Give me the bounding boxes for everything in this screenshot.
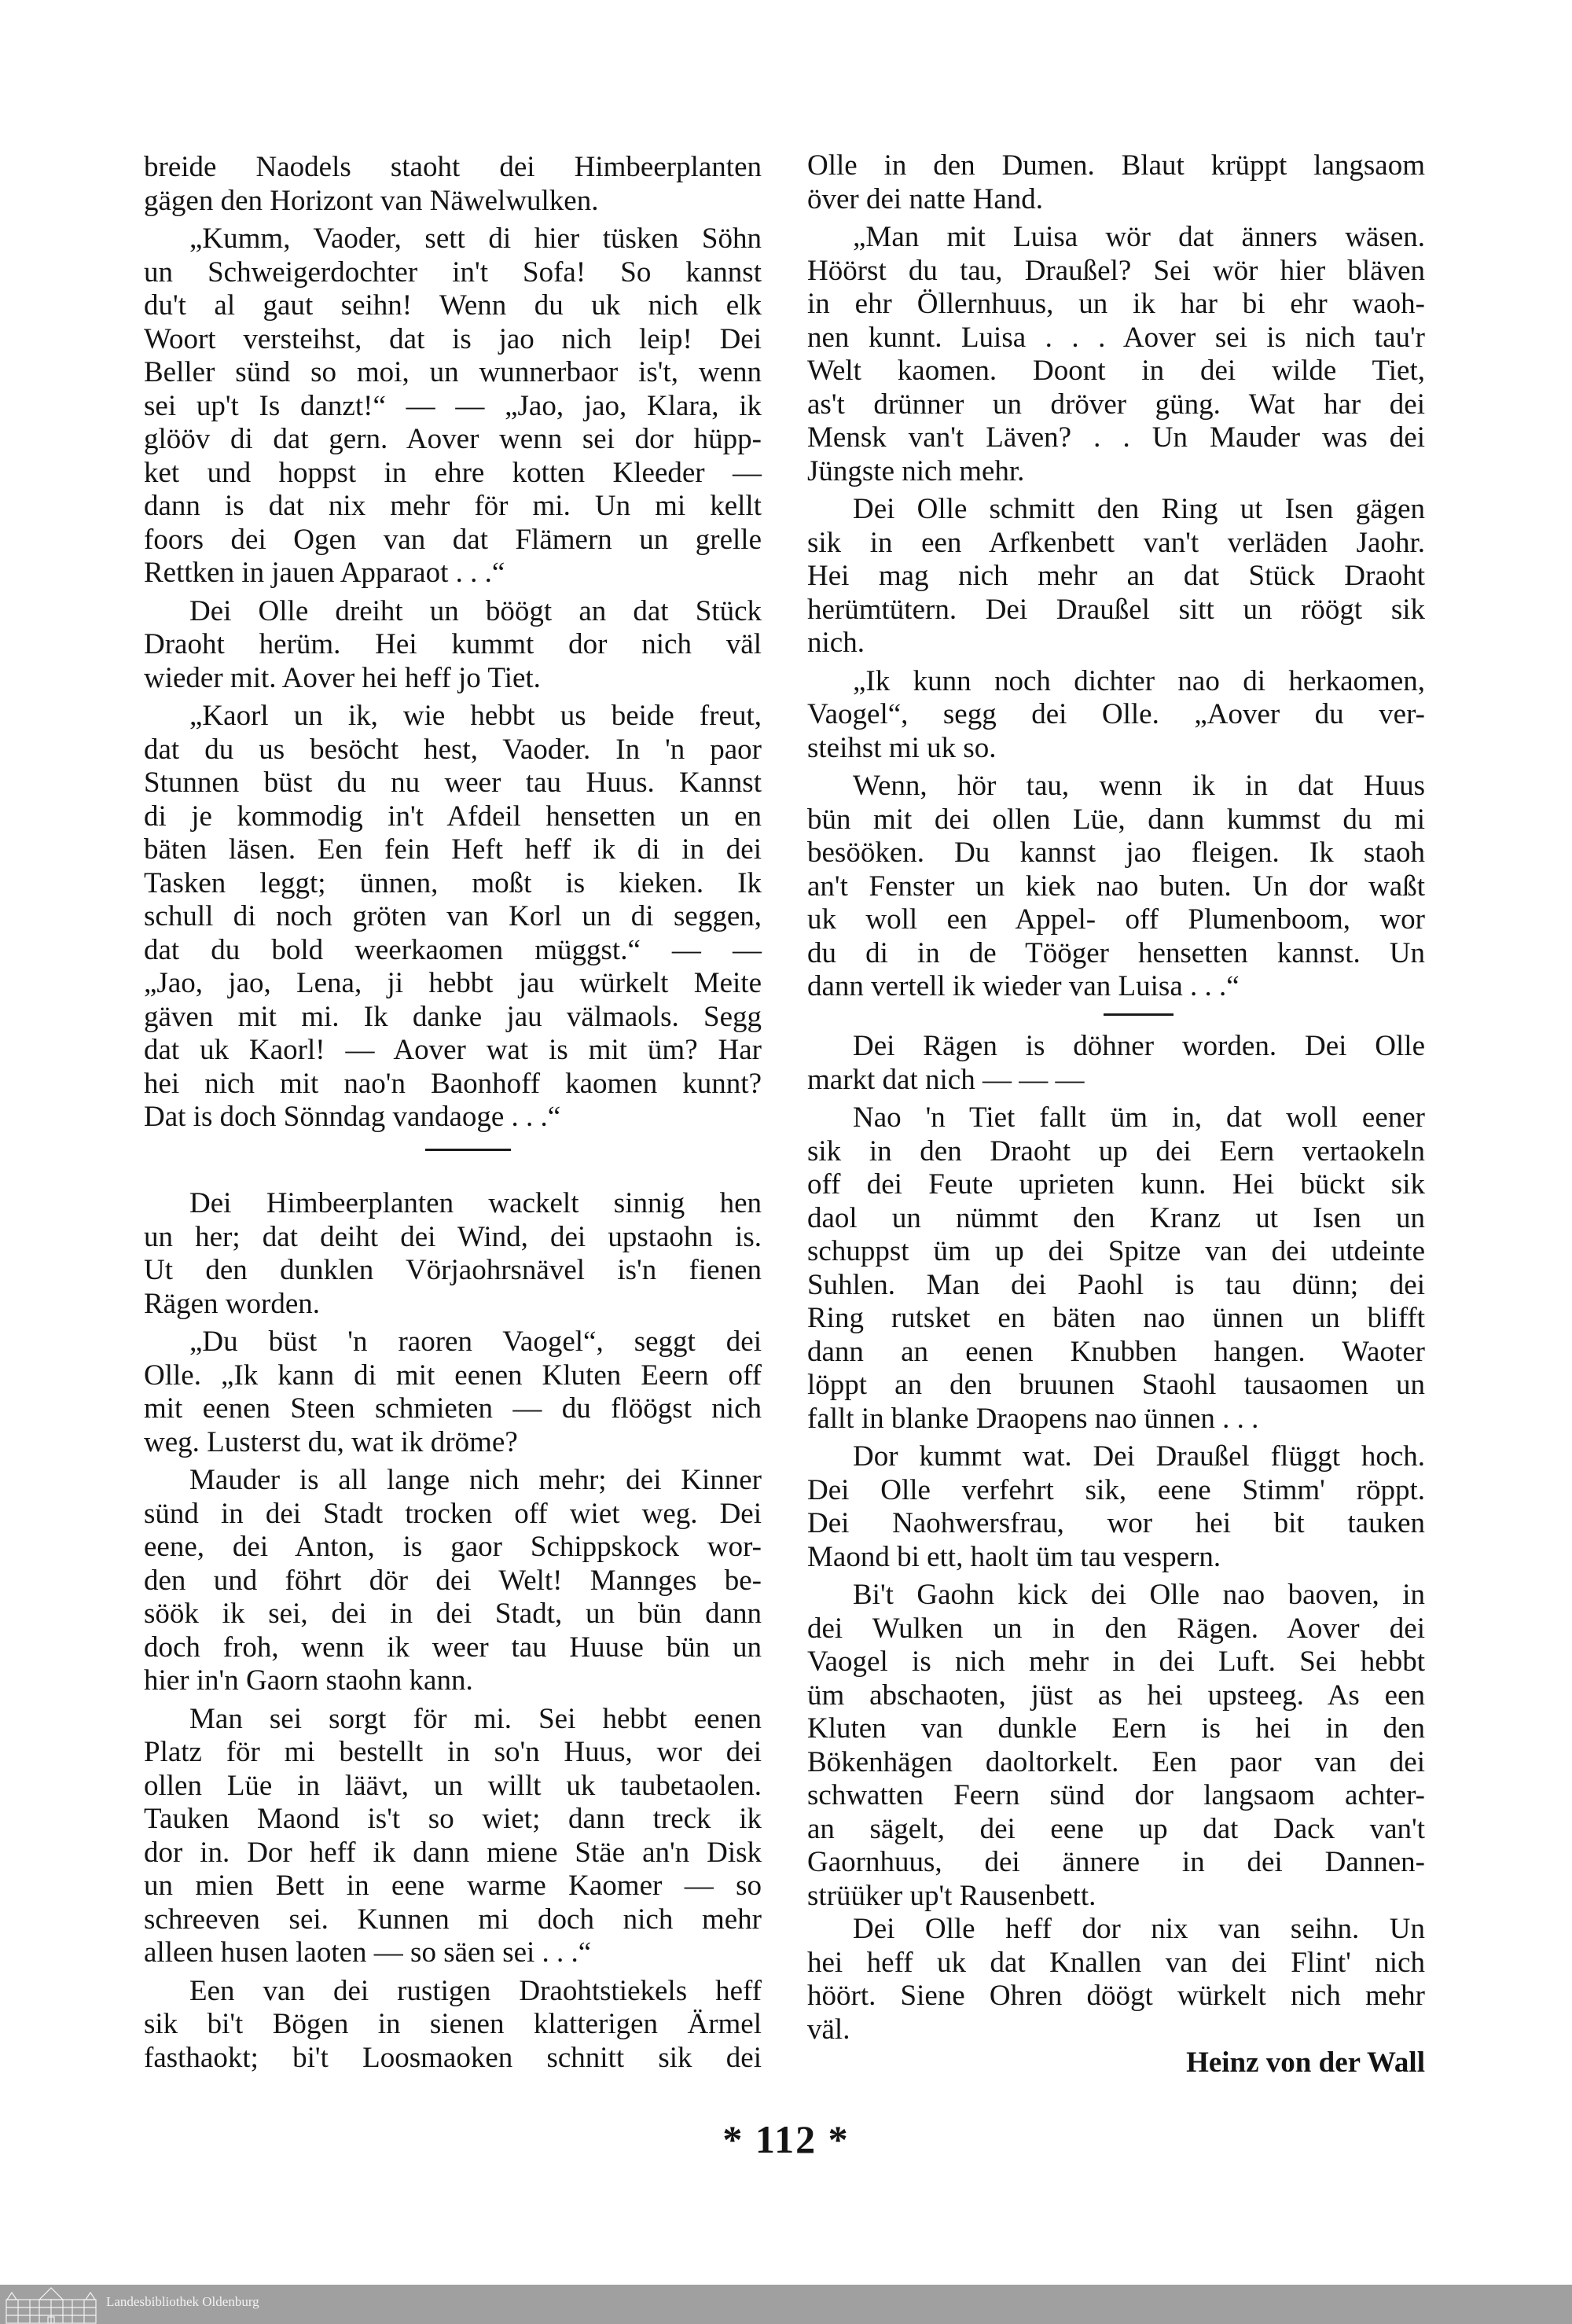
text-line: alleen husen laoten — so säen sei . . .“ <box>144 1936 592 1969</box>
section-divider-rule <box>425 1149 511 1151</box>
text-line: in ehr Öllernhuus, un ik har bi ehr waoh- <box>807 288 1425 320</box>
left-column-section-1 <box>144 151 762 1134</box>
text-line: mit eenen Steen schmieten — du flöögst nich <box>144 1392 762 1425</box>
text-line: markt dat nich — — — <box>807 1063 1085 1096</box>
text-line: sünd in dei Stadt trocken off wiet weg. Dei <box>144 1497 762 1530</box>
text-line: sik in den Draoht up dei Eern vertaokeln <box>807 1134 1425 1168</box>
right-column-section-2 <box>807 1030 1425 2080</box>
text-line: „Du büst 'n raoren Vaogel“, seggt dei <box>189 1326 762 1358</box>
text-line: „Kumm, Vaoder, sett di hier tüsken Söhn <box>189 222 762 255</box>
text-line: daol un nümmt den Kranz ut Isen un <box>807 1201 1425 1234</box>
text-line: schuppst üm up dei Spitze van dei utdeinte <box>807 1235 1425 1267</box>
text-line: herümtütern. Dei Draußel sitt un röögt sik <box>807 593 1425 626</box>
paragraph <box>144 1703 762 1970</box>
text-line: Jüngste nich mehr. <box>807 454 1025 487</box>
paragraph <box>807 1101 1425 1436</box>
text-line: schwatten Feern sünd dor langsaom achter- <box>807 1779 1425 1811</box>
text-line: „Ik kunn noch dichter nao di herkaomen, <box>853 664 1425 697</box>
library-building-logo-icon <box>4 2285 98 2324</box>
section-divider-rule <box>1104 1013 1173 1016</box>
text-line: Tauken Maond is't so wiet; dann treck ik <box>144 1803 762 1835</box>
text-line: fasthaokt; bi't Loosmaoken schnitt sik dei <box>144 2041 762 2074</box>
paragraph <box>807 1030 1425 1097</box>
text-line: Dei Olle dreiht un böögt an dat Stück <box>189 594 762 627</box>
text-line: ket und hoppst in ehre kotten Kleeder — <box>144 456 762 489</box>
text-line: Kluten van dunkle Eern is hei in den <box>807 1712 1425 1745</box>
text-line: Dei Olle verfehrt sik, eene Stimm' röppt. <box>807 1473 1425 1506</box>
paragraph <box>807 1440 1425 1574</box>
text-line: dann is dat nix mehr för mi. Un mi kellt <box>144 490 762 522</box>
text-line: sik in een Arfkenbett van't verläden Jaohr. <box>807 526 1425 559</box>
text-line: un Schweigerdochter in't Sofa! So kannst <box>144 256 762 289</box>
text-line: Dei Rägen is döhner worden. Dei Olle <box>853 1030 1425 1062</box>
text-line: dor in. Dor heff ik dann miene Stäe an'n Disk <box>144 1836 762 1869</box>
text-line: Ring rutsket en bäten nao ünnen un blifft <box>807 1302 1425 1334</box>
text-line: Dat is doch Sönndag vandaoge . . .“ <box>144 1101 561 1133</box>
text-line: glööv di dat gern. Aover wenn sei dor hüpp- <box>144 423 762 455</box>
text-line: an sägelt, dei eene up dat Dack van't <box>807 1812 1425 1845</box>
text-line: un her; dat deiht dei Wind, dei upstaohn is. <box>144 1220 762 1253</box>
text-line: Mauder is all lange nich mehr; dei Kinner <box>189 1464 762 1496</box>
text-line: foors dei Ogen van dat Flämern un grelle <box>144 523 762 556</box>
text-line: bün mit dei ollen Lüe, dann kummst du mi <box>807 803 1425 836</box>
text-line: söök ik sei, dei in dei Stadt, un bün dann <box>144 1598 762 1630</box>
text-line: dann an eenen Knubben hangen. Waoter <box>807 1335 1425 1368</box>
author-signature: Heinz von der Wall <box>1186 2046 1425 2079</box>
paragraph <box>144 222 762 590</box>
text-line: dat uk Kaorl! — Aover wat is mit üm? Har <box>144 1034 762 1066</box>
library-footer-bar <box>0 2285 1572 2324</box>
text-line: ollen Lüe in läävt, un willt uk taubetaolen. <box>144 1769 762 1802</box>
text-line: Vaogel is nich mehr in dei Luft. Sei hebbt <box>807 1646 1425 1678</box>
text-line: sei up't Is danzt!“ — — „Jao, jao, Klara, ik <box>144 389 762 422</box>
text-line: schreeven sei. Kunnen mi doch nich mehr <box>144 1903 762 1936</box>
paragraph <box>807 770 1425 1004</box>
text-line: fallt in blanke Draopens nao ünnen . . . <box>807 1402 1259 1435</box>
text-line: gägen den Horizont van Näwelwulken. <box>144 184 599 217</box>
text-line: Gaornhuus, dei ännere in dei Dannen- <box>807 1846 1425 1878</box>
text-line: wieder mit. Aover hei heff jo Tiet. <box>144 661 541 694</box>
paragraph <box>807 1579 1425 1913</box>
paragraph <box>807 221 1425 488</box>
paragraph <box>807 1913 1425 2046</box>
text-line: Suhlen. Man dei Paohl is tau dünn; dei <box>807 1268 1425 1301</box>
paragraph <box>144 1326 762 1459</box>
text-line: „Kaorl un ik, wie hebbt us beide freut, <box>189 700 762 732</box>
text-line: Platz för mi bestellt in so'n Huus, wor dei <box>144 1736 762 1768</box>
paragraph <box>807 149 1425 216</box>
text-line: besööken. Du kannst jao fleigen. Ik staoh <box>807 837 1425 869</box>
text-line: an't Fenster un kiek nao buten. Un dor waßt <box>807 870 1425 903</box>
text-line: hier in'n Gaorn staohn kann. <box>144 1664 473 1697</box>
text-line: Ut den dunklen Vörjaohrsnävel is'n fienen <box>144 1254 762 1286</box>
text-line: Wenn, hör tau, wenn ik in dat Huus <box>853 770 1425 802</box>
text-line: Bi't Gaohn kick dei Olle nao baoven, in <box>853 1579 1425 1611</box>
text-line: Höörst du tau, Draußel? Sei wör hier bläven <box>807 254 1425 287</box>
text-line: steihst mi uk so. <box>807 731 997 764</box>
library-name: Landesbibliothek Oldenburg <box>106 2294 259 2309</box>
text-line: gäven mit mi. Ik danke jau välmaols. Segg <box>144 1000 762 1033</box>
text-line: eene, dei Anton, is gaor Schippskock wor- <box>144 1531 762 1563</box>
text-line: höört. Siene Ohren döögt würkelt nich mehr <box>807 1980 1425 2012</box>
text-line: Rettken in jauen Apparaot . . .“ <box>144 557 505 589</box>
text-line: hei nich mit nao'n Baonhoff kaomen kunnt? <box>144 1067 762 1100</box>
text-line: löppt an den bruunen Staohl tausaomen un <box>807 1369 1425 1401</box>
paragraph <box>144 1464 762 1698</box>
text-line: weg. Lusterst du, wat ik dröme? <box>144 1425 518 1458</box>
text-line: Rägen worden. <box>144 1287 320 1320</box>
text-line: Dei Olle heff dor nix van seihn. Un <box>853 1913 1425 1945</box>
text-line: doch froh, wenn ik weer tau Huuse bün un <box>144 1631 762 1664</box>
text-line: du't al gaut seihn! Wenn du uk nich elk <box>144 289 762 322</box>
text-line: nich. <box>807 627 865 659</box>
text-line: Dei Himbeerplanten wackelt sinnig hen <box>189 1187 762 1219</box>
text-line: dann vertell ik wieder van Luisa . . .“ <box>807 970 1240 1002</box>
text-line: bäten läsen. Een fein Heft heff ik di in dei <box>144 833 762 866</box>
text-line: di je kommodig in't Afdeil hensetten un en <box>144 800 762 833</box>
text-line: Dei Olle schmitt den Ring ut Isen gägen <box>853 493 1425 525</box>
text-line: Woort versteihst, dat is jao nich leip! Dei <box>144 322 762 355</box>
text-line: nen kunnt. Luisa . . . Aover sei is nich tau'r <box>807 321 1425 354</box>
text-line: väl. <box>807 2013 850 2046</box>
text-line: den und föhrt dör dei Welt! Mannges be- <box>144 1564 762 1597</box>
text-line: Nao 'n Tiet fallt üm in, dat woll eener <box>853 1101 1425 1134</box>
paragraph <box>807 493 1425 660</box>
text-line: un mien Bett in eene warme Kaomer — so <box>144 1870 762 1902</box>
right-column-section-1 <box>807 149 1425 1004</box>
paragraph <box>144 1187 762 1321</box>
text-line: Olle in den Dumen. Blaut krüppt langsaom <box>807 149 1425 182</box>
text-line: breide Naodels staoht dei Himbeerplanten <box>144 151 762 183</box>
paragraph <box>807 665 1425 766</box>
text-line: över dei natte Hand. <box>807 182 1043 215</box>
text-line: üm abschaoten, jüst as hei upsteeg. As een <box>807 1679 1425 1712</box>
text-line: hei heff uk dat Knallen van dei Flint' nich <box>807 1946 1425 1979</box>
paragraph <box>144 1975 762 2076</box>
text-line: Welt kaomen. Doont in dei wilde Tiet, <box>807 355 1425 387</box>
left-column-section-2 <box>144 1187 762 2075</box>
text-line: „Jao, jao, Lena, ji hebbt jau würkelt Meite <box>144 967 762 999</box>
text-line: uk woll een Appel- off Plumenboom, wor <box>807 903 1425 936</box>
text-line: Mensk van't Läven? . . Un Mauder was dei <box>807 421 1425 454</box>
text-line: dat du bold weerkaomen müggst.“ — — <box>144 933 762 966</box>
page-number: * 112 * <box>722 2117 850 2161</box>
text-line: „Man mit Luisa wör dat änners wäsen. <box>853 221 1425 253</box>
text-line: Draoht herüm. Hei kummt dor nich väl <box>144 628 762 660</box>
text-line: Een van dei rustigen Draohtstiekels heff <box>189 1974 762 2007</box>
text-line: du di in de Tööger hensetten kannst. Un <box>807 936 1425 969</box>
text-line: as't drünner un dröver güng. Wat har dei <box>807 388 1425 421</box>
text-line: Olle. „Ik kann di mit eenen Kluten Eeern off <box>144 1359 762 1392</box>
text-line: dei Wulken un in den Rägen. Aover dei <box>807 1612 1425 1645</box>
text-line: Bökenhägen daoltorkelt. Een paor van dei <box>807 1745 1425 1778</box>
text-line: Beller sünd so moi, un wunnerbaor is't, wenn <box>144 356 762 388</box>
text-line: Stunnen büst du nu weer tau Huus. Kannst <box>144 767 762 799</box>
text-line: schull di noch gröten van Korl un di seggen, <box>144 900 762 932</box>
text-line: Dei Naohwersfrau, wor hei bit tauken <box>807 1507 1425 1539</box>
text-line: strüüker up't Rausenbett. <box>807 1879 1096 1912</box>
text-line: Dor kummt wat. Dei Draußel flüggt hoch. <box>853 1440 1425 1473</box>
text-line: Maond bi ett, haolt üm tau vespern. <box>807 1540 1221 1573</box>
paragraph <box>144 151 762 218</box>
text-line: Man sei sorgt för mi. Sei hebbt eenen <box>189 1702 762 1735</box>
text-line: dat du us besöcht hest, Vaoder. In 'n paor <box>144 733 762 766</box>
text-line: Hei mag nich mehr an dat Stück Draoht <box>807 560 1425 592</box>
paragraph <box>144 595 762 696</box>
text-line: sik bi't Bögen in sienen klatterigen Ärmel <box>144 2008 762 2040</box>
text-line: off dei Feute uprieten kunn. Hei bückt sik <box>807 1168 1425 1201</box>
text-line: Tasken leggt; ünnen, moßt is kieken. Ik <box>144 866 762 899</box>
paragraph <box>144 700 762 1134</box>
text-line: Vaogel“, segg dei Olle. „Aover du ver- <box>807 698 1425 730</box>
